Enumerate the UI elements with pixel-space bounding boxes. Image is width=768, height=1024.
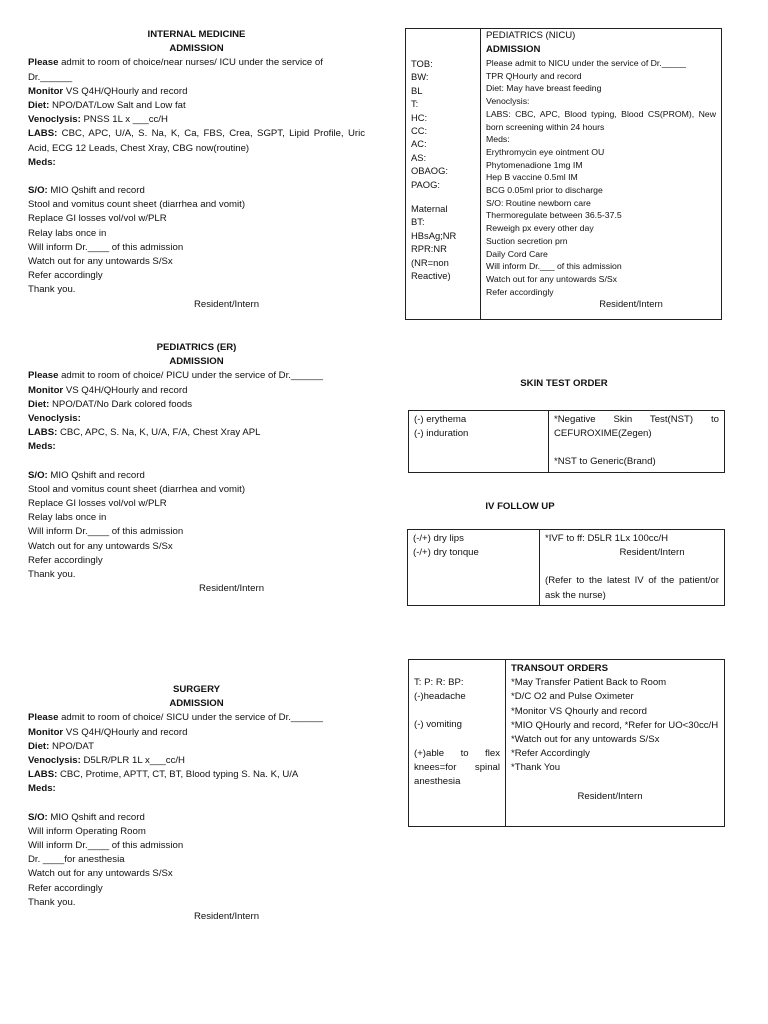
admit-line: Please admit to room of choice/ PICU under the service of Dr.______ <box>28 370 323 382</box>
meds-line: Meds: <box>28 783 56 795</box>
internal-medicine-subtitle: ADMISSION <box>169 43 224 55</box>
order-line: Watch out for any untowards S/Sx <box>486 273 618 284</box>
iv-note: (Refer to the latest IV of the patient/or ask the nurse) <box>545 575 719 601</box>
order-line: Relay labs once in <box>28 512 107 524</box>
order-line: Diet: May have breast feeding <box>486 83 602 94</box>
iv-follow-up-table <box>407 529 725 606</box>
signature-line: Resident/Intern <box>577 790 643 802</box>
skin-test-findings-cell <box>409 411 549 473</box>
iv-findings-cell <box>408 530 540 606</box>
vitals-line: T: P: R: BP: <box>414 677 464 688</box>
signature-line: Resident/Intern <box>193 298 260 310</box>
skin-test-result: *Negative Skin Test(NST) to CEFUROXIME(Zegen) <box>554 414 719 440</box>
order-line: Phytomenadione 1mg IM <box>486 159 583 170</box>
monitor-line: Monitor VS Q4H/QHourly and record <box>28 85 188 97</box>
signature-line: Resident/Intern <box>599 298 663 310</box>
labs-line: LABS: CBC, Protime, APTT, CT, BT, Blood typing S. Na. K, U/A <box>28 769 299 781</box>
admit-line: Please admit to room of choice/near nurses/ ICU under the service of <box>28 57 323 69</box>
venoclysis-line: Venoclysis: D5LR/PLR 1L x___cc/H <box>28 755 185 767</box>
signature-line: Resident/Intern <box>193 911 260 923</box>
order-line: Thermoregulate between 36.5-37.5 <box>486 210 622 221</box>
internal-medicine-title: INTERNAL MEDICINE <box>147 29 246 40</box>
admit-line-doctor: Dr.______ <box>28 71 73 83</box>
finding-line: (-) induration <box>414 428 469 440</box>
transout-orders-cell <box>506 660 725 827</box>
skin-test-generic: *NST to Generic(Brand) <box>554 456 656 468</box>
monitor-line: Monitor VS Q4H/QHourly and record <box>28 726 188 738</box>
nicu-field: TOB: <box>411 58 433 69</box>
transout-table <box>408 659 725 827</box>
nicu-field: BT: <box>411 216 425 228</box>
finding-line: (+)able to flex knees=for spinal anesthesia <box>414 747 500 788</box>
monitor-line: Monitor VS Q4H/QHourly and record <box>28 384 188 396</box>
nicu-field: T: <box>411 98 419 110</box>
order-line: Will inform Operating Room <box>28 825 146 837</box>
order-line: *D/C O2 and Pulse Oximeter <box>511 691 634 703</box>
order-line: Thank you. <box>28 569 76 581</box>
iv-order-line: *IVF to ff: D5LR 1Lx 100cc/H <box>545 533 668 544</box>
iv-follow-up-title: IV FOLLOW UP <box>485 501 555 512</box>
order-line: Relay labs once in <box>28 227 107 239</box>
so-line: S/O: MIO Qshift and record <box>28 811 145 823</box>
order-line: Thank you. <box>28 896 76 908</box>
finding-line: (-) vomiting <box>414 719 462 731</box>
skin-test-title: SKIN TEST ORDER <box>520 378 608 389</box>
order-line: Please admit to NICU under the service of Dr._____ <box>486 58 686 68</box>
order-line: Daily Cord Care <box>486 248 548 259</box>
order-line: Reweigh px every other day <box>486 223 594 234</box>
skin-test-result-cell <box>549 411 725 473</box>
diet-line: Diet: NPO/DAT/No Dark colored foods <box>28 398 193 410</box>
nicu-field: Reactive) <box>411 270 451 282</box>
order-line: *Monitor VS Qhourly and record <box>511 705 647 717</box>
order-line: Suction secretion prn <box>486 235 568 246</box>
finding-line: (-) erythema <box>414 414 467 425</box>
venoclysis-line: Venoclysis: PNSS 1L x ___cc/H <box>28 114 168 126</box>
finding-line: (-)headache <box>414 691 466 703</box>
internal-medicine-order <box>28 28 365 312</box>
order-line: *Thank You <box>511 762 561 774</box>
order-line: Stool and vomitus count sheet (diarrhea and vomit) <box>28 199 246 211</box>
so-line: S/O: MIO Qshift and record <box>28 469 145 481</box>
venoclysis-line: Venoclysis: <box>28 413 81 425</box>
iv-orders-cell <box>540 530 725 606</box>
order-line: *Watch out for any untowards S/Sx <box>511 734 660 746</box>
order-line: Thank you. <box>28 284 76 296</box>
finding-line: (-/+) dry lips <box>413 533 464 544</box>
order-line: Watch out for any untowards S/Sx <box>28 256 173 268</box>
finding-line: (-/+) dry tonque <box>413 547 479 559</box>
order-line: Watch out for any untowards S/Sx <box>28 868 173 880</box>
signature-line: Resident/Intern <box>198 583 265 595</box>
order-line: Replace GI losses vol/vol w/PLR <box>28 498 167 510</box>
diet-line: Diet: NPO/DAT <box>28 740 94 752</box>
nicu-field: AC: <box>411 138 427 150</box>
order-line: S/O: Routine newborn care <box>486 197 591 208</box>
transout-findings-cell <box>409 660 506 827</box>
order-line: Refer accordingly <box>28 882 103 894</box>
nicu-field: Maternal <box>411 203 448 215</box>
labs-line: LABS: CBC, APC, S. Na, K, U/A, F/A, Chest Xray APL <box>28 427 261 439</box>
order-line: Will inform Dr.____ of this admission <box>28 241 184 253</box>
order-line: Venoclysis: <box>486 96 530 107</box>
signature-line: Resident/Intern <box>619 547 685 559</box>
order-line: Dr. ____for anesthesia <box>28 854 125 866</box>
nicu-field: BW: <box>411 71 429 83</box>
nicu-patient-data-cell <box>406 29 481 320</box>
order-line: Will inform Dr.____ of this admission <box>28 526 184 538</box>
order-line: Will inform Dr.____ of this admission <box>28 840 184 852</box>
order-line: Stool and vomitus count sheet (diarrhea and vomit) <box>28 483 246 495</box>
diet-line: Diet: NPO/DAT/Low Salt and Low fat <box>28 100 186 112</box>
order-line: *May Transfer Patient Back to Room <box>511 677 667 689</box>
skin-test-table <box>408 410 725 473</box>
nicu-orders-cell <box>481 29 722 320</box>
surgery-title: SURGERY <box>172 684 221 695</box>
order-line: Watch out for any untowards S/Sx <box>28 540 173 552</box>
order-line: TPR QHourly and record <box>486 70 582 81</box>
meds-line: Meds: <box>28 156 56 168</box>
order-line: Erythromycin eye ointment OU <box>486 146 605 157</box>
admit-line: Please admit to room of choice/ SICU under the service of Dr.______ <box>28 712 323 724</box>
order-line: Meds: <box>486 134 510 145</box>
pediatrics-er-order <box>28 341 365 596</box>
labs-line: LABS: CBC, APC, U/A, S. Na, K, Ca, FBS, Crea, SGPT, Lipid Profile, Uric Acid, ECG 12 Leads, Chest Xray, CBG now(routine) <box>28 128 365 154</box>
order-line: Refer accordingly <box>28 554 103 566</box>
nicu-field: HC: <box>411 111 428 123</box>
transout-title: TRANSOUT ORDERS <box>511 663 609 674</box>
order-line: Refer accordingly <box>28 270 103 282</box>
pediatrics-nicu-table <box>405 28 722 320</box>
surgery-order <box>28 683 365 924</box>
labs-line: LABS: CBC, APC, Blood typing, Blood CS(PROM), New born screening within 24 hours <box>486 108 716 132</box>
surgery-subtitle: ADMISSION <box>169 698 224 710</box>
order-line: BCG 0.05ml prior to discharge <box>486 185 603 196</box>
nicu-field: PAOG: <box>411 178 440 190</box>
order-line: *Refer Accordingly <box>511 748 590 760</box>
order-line: Refer accordingly <box>486 286 554 297</box>
nicu-field: CC: <box>411 125 428 137</box>
nicu-field: BL <box>411 84 423 96</box>
nicu-field: HBsAg;NR <box>411 229 457 241</box>
nicu-field: RPR:NR <box>411 243 447 255</box>
pediatrics-nicu-title: PEDIATRICS (NICU) <box>486 30 576 41</box>
pediatrics-er-title: PEDIATRICS (ER) <box>156 342 237 353</box>
pediatrics-er-subtitle: ADMISSION <box>169 356 224 368</box>
so-line: S/O: MIO Qshift and record <box>28 185 145 197</box>
meds-line: Meds: <box>28 441 56 453</box>
nicu-field: OBAOG: <box>411 165 448 177</box>
order-line: *MIO QHourly and record, *Refer for UO<30cc/H <box>511 719 719 731</box>
pediatrics-nicu-subtitle: ADMISSION <box>486 44 541 55</box>
order-line: Hep B vaccine 0.5ml IM <box>486 172 578 183</box>
order-line: Replace GI losses vol/vol w/PLR <box>28 213 167 225</box>
nicu-field: AS: <box>411 151 427 163</box>
nicu-field: (NR=non <box>411 256 449 268</box>
order-line: Will inform Dr.___ of this admission <box>486 261 622 272</box>
